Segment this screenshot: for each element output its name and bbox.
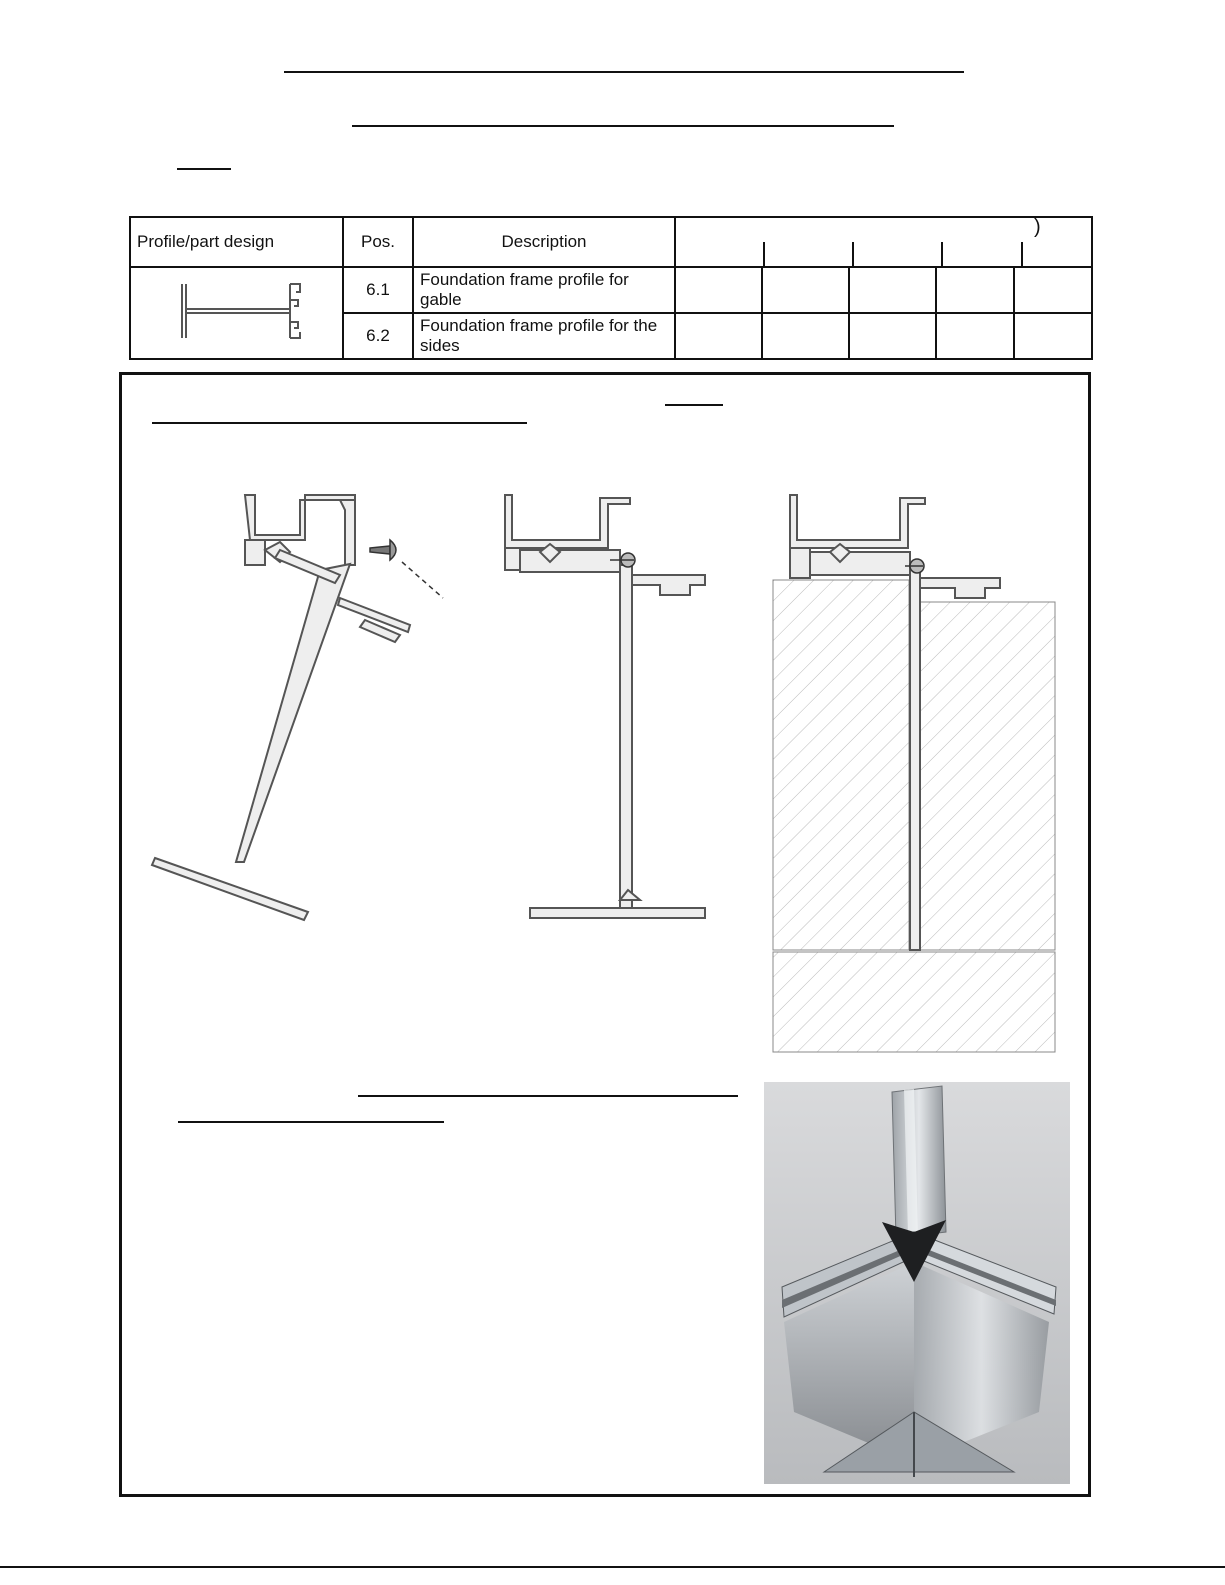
header-description: Description	[413, 217, 675, 267]
text-rule-1	[358, 1095, 738, 1097]
corner-assembly-photo	[764, 1082, 1070, 1484]
table-header-row	[130, 217, 1092, 267]
figure-caption-rule	[152, 422, 527, 424]
profile-drawing-tilted	[140, 480, 460, 940]
header-pos: Pos.	[343, 217, 413, 267]
header-profile: Profile/part design	[130, 217, 343, 267]
profile-table	[129, 216, 1093, 360]
row-pos: 6.2	[343, 313, 413, 359]
row-description: Foundation frame profile for the sides	[413, 313, 675, 359]
figure-caption-rule-short	[665, 404, 723, 406]
header-group	[675, 217, 1092, 267]
footer-rule	[0, 1566, 1225, 1568]
subtitle-rule	[177, 168, 231, 170]
row-pos: 6.1	[343, 267, 413, 313]
table-row	[130, 267, 1092, 313]
row-description: Foundation frame profile for gable	[413, 267, 675, 313]
header-group-paren: )	[1034, 216, 1041, 238]
profile-thumb-cell	[130, 267, 343, 359]
h-profile-section-icon	[162, 276, 312, 346]
text-rule-2	[178, 1121, 444, 1123]
profile-drawing-upright	[500, 490, 720, 930]
profile-drawing-installed	[765, 490, 1065, 1060]
screw-icon	[370, 540, 396, 560]
title-rule-2	[352, 125, 894, 127]
title-rule-1	[284, 71, 964, 73]
